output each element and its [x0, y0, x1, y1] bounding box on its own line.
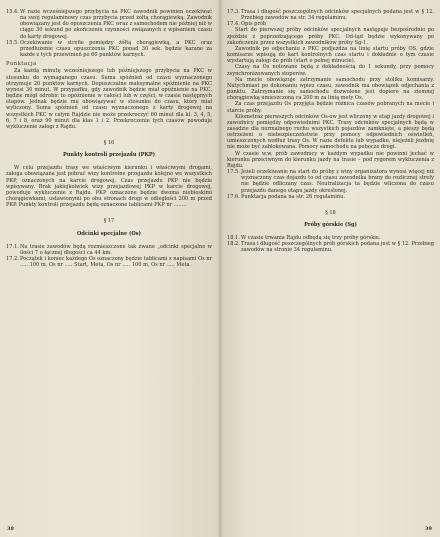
item-text: Trasa i długość poszczególnych prób górskich podana jest w § 12. Przebieg zawodów na stronie 34 regulaminu. — [241, 241, 434, 254]
item-text: Punktacja podana na str. 26 regulaminu. — [241, 193, 345, 200]
item-number: 18.2. — [227, 241, 240, 248]
numbered-item — [227, 9, 434, 21]
item-number: 15.4. — [6, 9, 19, 15]
item-number: 17.1. — [6, 243, 19, 250]
item-text: W razie wcześniejszego przybycia na PKC zawodnik powinien oczekiwać na swój regulaminowy czas przybycia przed żółtą chorągiewką. Zawodnik obowiązany jest do opuszczenia PKC wraz z samochodem nie później niż w ciągu 30 sekund po ukończeniu czynności związanych z wpisaniem czasu do karty drogowej. — [20, 9, 212, 40]
numbered-item — [6, 40, 212, 58]
penalty-paragraphs — [6, 68, 212, 130]
body-paragraph: Na mecie obowiązuje zatrzymanie samochodu przy stoliku komisarzy. Natychmiast po dokonaniu wpisu czasu, zawodnik ma obowiązek odjechania z punktu. Zatrzymanie się samochodu dozwolone jest dopiero na ziemnej chorągiewką umieszczoną ca 200 m za linią mety Os. — [227, 76, 434, 102]
body-paragraph: Za każdą minutę wcześniejszego lub późniejszego przybycia na PKC w stosunku do wymaganego czasu. Suma spóźnień od czasu wyznaczonego otrzymuje 20 punktów karnych. Dopuszczalne maksymalne spóźnienie na PKC wynosi 30 minut. W przypadku, gdy zawodnik będzie miał opóźnienie na PKC, będzie mógł odrobić to opóźnienie w całości lub w części, w czasie następnych etapów. Jednak będzie mu obowiązywać w stosunku do czasu, który miał wyliczony. Suma spóźnień od czasu wyznaczonego z karty drogowej na wszystkich PKC w całym Rajdzie nie może przekroczyć 60 minut dla kl. 3, 4, 5, 6, 7 i 8, oraz 90 minut dla klas 1 i 2. Przekroczenie tych czasów powoduje wykluczenie załogi z Rajdu. — [6, 68, 212, 130]
book-gutter — [217, 0, 223, 537]
numbered-item — [6, 9, 212, 40]
section-18-title: Próby górskie (Sg) — [304, 222, 357, 228]
numbered-item — [227, 169, 434, 194]
body-paragraph: Kilometraż pierwszych odcinków Os-ów jest wliczony w etap jazdy drogowej i zawodnicy pomiędzy odpowiednimi PKC. Trasy odcinków specjalnych będą w zasadzie dla normalnego ruchu wszystkich pojazdów zamknięte, a pieszy będą ostrzeżeni o niebezpieczeństwie przy pomocy odpowiednich oświetleń, umieszczonych wzdłuż trasy Os. W razie defektu lub wypadku, niejeżeli jezdnię nie może być zablokowana. Pomocy samochodu na pobocze drogi. — [227, 113, 434, 151]
section-16-mark: § 16 — [103, 139, 115, 146]
body-paragraph: Zawodnik po odjechaniu z PKC podjeżdża na linię startu próby OS, gdzie komisarze wpisują do kart kontrolnych czas startu i dokładnie o tym czasie wystartują załogi do prób (start o pełnej minucie). — [227, 45, 434, 65]
section-16-title: Punkty kontroli przejazdu (PKP) — [62, 152, 156, 159]
left-items-top — [6, 9, 212, 58]
item-text: Trasa i długość poszczególnych odcinków specjalnych podana jest w § 12. Przebieg zawodów na str. 34 regulaminu. — [241, 9, 434, 22]
item-text: Początek i koniec każdego Os oznaczony będzie tablicami z napisami Os nr ..... 100 m, Os nr ..... Start, Meta, Os nr ..... 100 m, Os nr ..... Meta. — [20, 256, 212, 269]
section-18-mark: § 18 — [325, 209, 336, 216]
item-number: 18.1. — [227, 235, 240, 242]
section-18-items — [227, 235, 434, 253]
numbered-item — [6, 244, 212, 256]
item-number: 17.6. — [227, 193, 240, 200]
item-number: 17.4. — [227, 21, 240, 28]
item-text: Jeżeli oczekiwanie na start do próby z winy organizatora wynosi więcej niż wyznaczony czas dojazdu to od czasu zawodnika brany do rozlicznej strefy nie będzie odliczany czas. Neutralizacja ta będzie wliczona do czasu przejazdu danego etapu jazdy określonej. — [241, 169, 434, 194]
body-paragraph: Za czas przejazdu Os przyjęta będzie różnica czasów pobranych na mecie i starcie próby. — [227, 101, 434, 114]
item-number: 17.2. — [6, 256, 19, 262]
body-paragraph: Start do pierwszej próby odcinków specjalnych następuje bezpośrednio po zjeździe z poprzedzającego próby PKC. Od-tąd będzie wykonywany po zakończeniu przez wszystkich zawodników próby Sg-1. — [227, 27, 434, 46]
item-number: 17.3. — [227, 9, 240, 15]
page-number-right: 39 — [425, 525, 432, 532]
item-text: W czasie trwania Rajdu odbędą się trzy próby górskie. — [241, 235, 381, 242]
section-17-title: Odcinki specjalne (Os) — [76, 230, 142, 237]
section-16-paragraph: W celu przejazdu trasy we właściwym kierunku i właściwymi drogami, załoga obowiązana jest pobrać wizy kontrolne przejazdu kolejno we wszystkich PKP, oznaczonych na karcie drogowej. Czas przejazdu PKP nie będzie wpisywany. Brak jakiejkolwiek wizy przejazdowej PKP w karcie drogowej, powoduje wykluczenie z Rajdu. PKP oznaczone będzie dwoma niebieskimi chorągiewkami, ustawionymi po obu stronach drogi w odległości 200 m przed PKP. Punkty kontroli przejazdu będą oznaczone tablicami PKP nr ........ — [6, 165, 212, 209]
right-page — [220, 0, 440, 537]
body-paragraph: Czasy na Os notowane będą z dokładnością do 1 sekundy, przy pomocy zsynchronizowanych stoperów. — [227, 64, 434, 77]
right-items-bottom — [227, 169, 434, 200]
item-number: 17.5. — [227, 169, 240, 176]
opis-prob-paragraphs — [227, 27, 434, 169]
numbered-item — [227, 241, 434, 253]
numbered-item — [6, 256, 212, 268]
page-number-left: 38 — [7, 525, 14, 532]
body-paragraph: W czasie w.w. prób zawodnicy w każdym wypadku nie powinni jechać w kierunku przeciwnym do kierunku jazdy na trasie – pod rygorem wykluczenia z Rajdu. — [227, 150, 434, 169]
item-text: Oczekiwanie w strefie pomiędzy żółtą chorągiewką, a PKC oraz przedłużenie czasu opuszczenia PKC ponad 30 sek. będzie karane za każde z tych przewinień po 60 punktów karnych. — [20, 39, 212, 59]
section-17-items — [6, 244, 212, 269]
penalty-heading: Punktacja — [6, 61, 37, 68]
item-text: Na trasie zawodów będą rozmieszczone tak zwane „odcinki specjalne w ilości 7 o łącznej długości ca 44 km. — [20, 243, 212, 256]
right-items-top — [227, 9, 434, 27]
section-17-mark: § 17 — [103, 218, 115, 225]
numbered-item — [227, 194, 434, 200]
item-text: Opis prób — [241, 21, 267, 28]
item-number: 15.5. — [6, 39, 19, 46]
